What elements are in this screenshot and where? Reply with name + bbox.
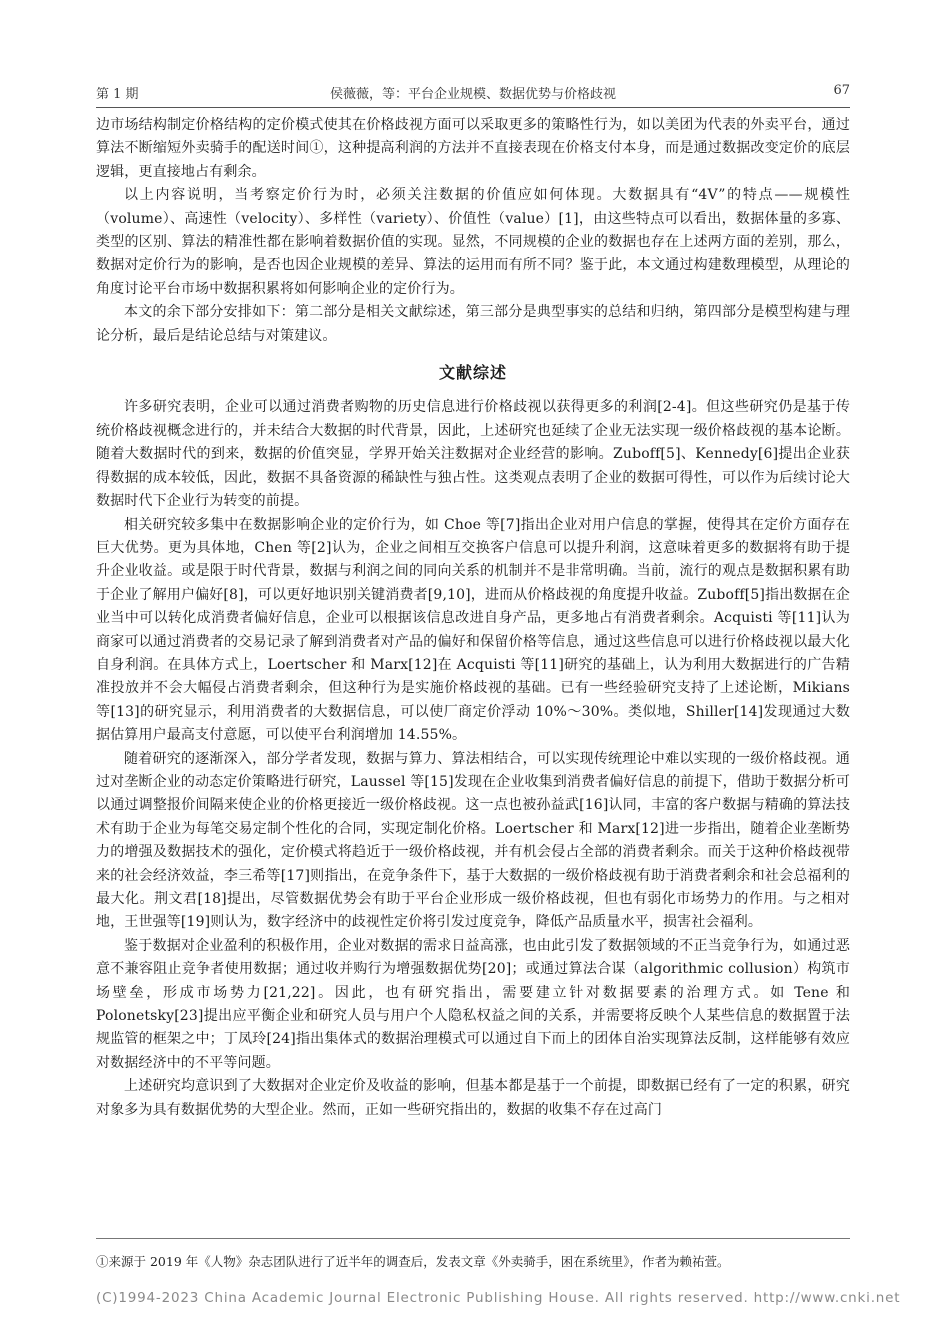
paragraph: 随着研究的逐渐深入，部分学者发现，数据与算力、算法相结合，可以实现传统理论中难以实现的一级价格歧视。通过对垄断企业的动态定价策略进行研究，Laussel 等[15]发现在企业收集到消费者偏好信息的前提下，借助于数据分析可以通过调整报价间隔来使企业的价格更接近一级价格歧视。这一点也被孙益武[16]认同，丰富的客户数据与精确的算法技术有助于企业为每笔交易定制个性化的合同，实现定制化价格。Loertscher 和 Marx[12]进一步指出，随着企业垄断势力的增强及数据技术的强化，定价模式将趋近于一级价格歧视，并有机会侵占全部的消费者剩余。而关于这种价格歧视带来的社会经济效益，李三希等[17]则指出，在竞争条件下，基于大数据的一级价格歧视有助于消费者剩余和社会总福利的最大化。荆文君[18]提出，尽管数据优势会有助于平台企业形成一级价格歧视，但也有弱化市场势力的作用。与之相对地，王世强等[19]则认为，数字经济中的歧视性定价将引发过度竞争，降低产品质量水平，损害社会福利。	[96, 750, 850, 931]
footnote-rule	[96, 1238, 850, 1239]
issue-number: 第 1 期	[96, 87, 139, 102]
copyright-watermark: (C)1994-2023 China Academic Journal Electronic Publishing House. All rights reserved. http://www.cnki.net	[96, 1290, 901, 1306]
article-body	[96, 114, 850, 1122]
section-heading: 文献综述	[438, 363, 507, 383]
paragraph: 本文的余下部分安排如下：第二部分是相关文献综述，第三部分是典型事实的总结和归纳，第四部分是模型构建与理论分析，最后是结论总结与对策建议。	[96, 304, 850, 344]
paragraph: 上述研究均意识到了大数据对企业定价及收益的影响，但基本都是基于一个前提，即数据已经有了一定的积累，研究对象多为具有数据优势的大型企业。然而，正如一些研究指出的，数据的收集不存在过高门	[96, 1078, 850, 1118]
header-rule	[96, 107, 850, 108]
page-number: 67	[833, 83, 850, 98]
paragraph: 许多研究表明，企业可以通过消费者购物的历史信息进行价格歧视以获得更多的利润[2-4]。但这些研究仍是基于传统价格歧视概念进行的，并未结合大数据的时代背景，因此，上述研究也延续了企业无法实现一级价格歧视的基本论断。随着大数据时代的到来，数据的价值突显，学界开始关注数据对企业经营的影响。Zuboff[5]、Kennedy[6]提出企业获得数据的成本较低，因此，数据不具备资源的稀缺性与独占性。这类观点表明了企业的数据可得性，可以作为后续讨论大数据时代下企业行为转变的前提。	[96, 399, 850, 510]
paragraph: 鉴于数据对企业盈利的积极作用，企业对数据的需求日益高涨，也由此引发了数据领域的不正当竞争行为，如通过恶意不兼容阻止竞争者使用数据；通过收并购行为增强数据优势[20]；或通过算法合谋（algorithmic collusion）构筑市场壁垒，形成市场势力[21,22]。因此，也有研究指出，需要建立针对数据要素的治理方式。如 Tene 和 Polonetsky[23]提出应平衡企业和研究人员与用户个人隐私权益之间的关系，并需要将反映个人某些信息的数据置于法规监管的框架之中；丁凤玲[24]指出集体式的数据治理模式可以通过自下而上的团体自治实现算法反制，这样能够有效应对数据经济中的不平等问题。	[96, 937, 850, 1071]
paragraph: 以上内容说明，当考察定价行为时，必须关注数据的价值应如何体现。大数据具有“4V”的特点——规模性（volume）、高速性（velocity）、多样性（variety）、价值性（value）[1]，由这些特点可以看出，数据体量的多寡、类型的区别、算法的精准性都在影响着数据价值的实现。显然，不同规模的企业的数据也存在上述两方面的差别，那么，数据对定价行为的影响，是否也因企业规模的差异、算法的运用而有所不同？鉴于此，本文通过构建数理模型，从理论的角度讨论平台市场中数据积累将如何影响企业的定价行为。	[96, 187, 850, 297]
paragraph-continued: 边市场结构制定价格结构的定价模式使其在价格歧视方面可以采取更多的策略性行为，如以美团为代表的外卖平台，通过算法不断缩短外卖骑手的配送时间①，这种提高利润的方法并不直接表现在价格支付本身，而是通过数据改变定价的底层逻辑，更直接地占有剩余。	[96, 117, 850, 180]
footnote: ①来源于 2019 年《人物》杂志团队进行了近半年的调查后，发表文章《外卖骑手，困在系统里》，作者为赖祐萱。	[96, 1254, 730, 1269]
running-title: 侯薇薇，等：平台企业规模、数据优势与价格歧视	[329, 87, 616, 102]
running-header	[96, 83, 850, 105]
paragraph: 相关研究较多集中在数据影响企业的定价行为，如 Choe 等[7]指出企业对用户信息的掌握，使得其在定价方面存在巨大优势。更为具体地，Chen 等[2]认为，企业之间相互交换客户信息可以提升利润，这意味着更多的数据将有助于提升企业收益。或是限于时代背景，数据与利润之间的同向关系的机制并不是非常明确。当前，流行的观点是数据积累有助于企业了解用户偏好[8]，可以更好地识别关键消费者[9,10]，进而从价格歧视的角度提升收益。Zuboff[5]指出数据在企业当中可以转化成消费者偏好信息，企业可以根据该信息改进自身产品，更多地占有消费者剩余。Acquisti 等[11]认为商家可以通过消费者的交易记录了解到消费者对产品的偏好和保留价格等信息，通过这些信息可以进行价格歧视以最大化自身利润。在具体方式上，Loertscher 和 Marx[12]在 Acquisti 等[11]研究的基础上，认为利用大数据进行的广告精准投放并不会大幅侵占消费者剩余，但这种行为是实施价格歧视的基础。已有一些经验研究支持了上述论断，Mikians 等[13]的研究显示，利用消费者的大数据信息，可以使厂商定价浮动 10%～30%。类似地，Shiller[14]发现通过大数据估算用户最高支付意愿，可以使平台利润增加 14.55%。	[96, 516, 850, 744]
